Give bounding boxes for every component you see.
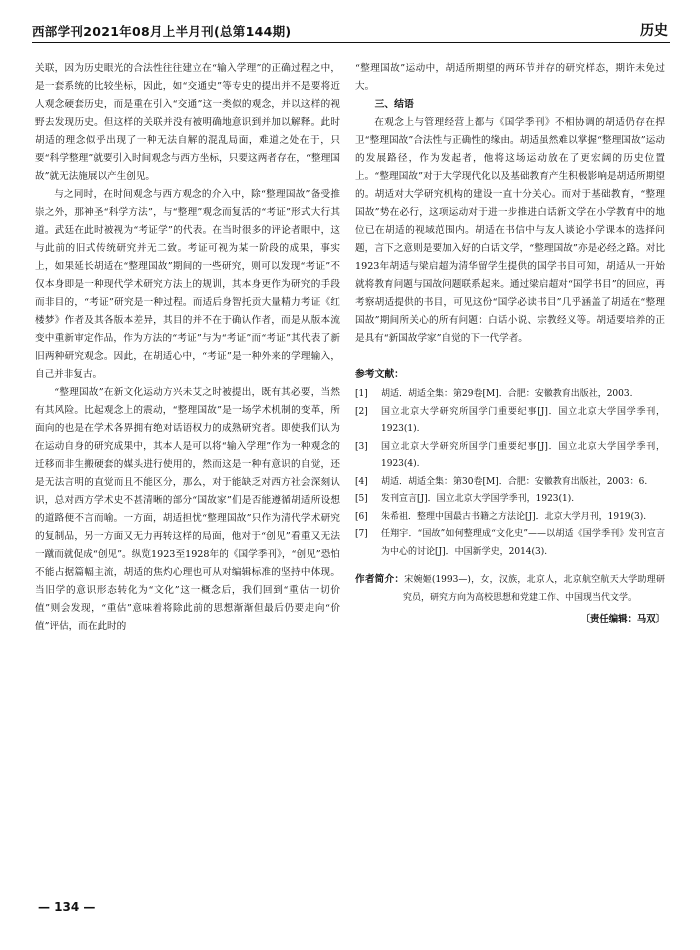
reference-text: 胡适．胡适全集：第30卷[M]．合肥：安徽教育出版社，2003：6. <box>381 476 648 487</box>
reference-number: [3] <box>355 441 368 452</box>
section-heading: 三、结语 <box>374 99 414 110</box>
reference-text: 朱希祖．整理中国最古书籍之方法论[J]．北京大学月刊，1919(3). <box>381 511 647 522</box>
journal-title: 西部学刊2021年08月上半月刊(总第144期) <box>32 24 292 39</box>
header-rule <box>32 42 670 43</box>
reference-item <box>355 386 665 404</box>
author-bio <box>355 571 665 607</box>
reference-item <box>355 404 665 439</box>
reference-number: [6] <box>355 511 368 522</box>
right-column <box>355 60 665 629</box>
reference-number: [4] <box>355 476 368 487</box>
references-list <box>355 386 665 561</box>
paragraph-continuation: “整理国故”运动中，胡适所期望的两环节并存的研究样态，期许未免过大。 <box>355 63 665 92</box>
left-column <box>35 60 340 636</box>
reference-text: 任翔宇．“国故”如何整理成“文化史”——以胡适《国学季刊》发刊宣言为中心的讨论[J]．中国新学史，2014(3). <box>381 529 665 557</box>
reference-item <box>355 491 665 509</box>
references-title: 参考文献： <box>355 369 404 380</box>
author-bio-text: 宋婉姬(1993—)，女，汉族，北京人，北京航空航天大学助理研究员，研究方向为高校思想和党建工作、中国现当代文学。 <box>403 575 666 603</box>
page-header <box>32 18 670 46</box>
reference-item <box>355 526 665 561</box>
page-number: — 134 — <box>38 900 96 914</box>
reference-text: 胡适．胡适全集：第29卷[M]．合肥：安徽教育出版社，2003. <box>381 389 633 399</box>
reference-text: 国立北京大学研究所国学门重要纪事[J]．国立北京大学国学季刊，1923(1). <box>381 406 665 434</box>
reference-number: [7] <box>355 529 368 539</box>
reference-item <box>355 509 665 527</box>
reference-number: [2] <box>355 406 368 417</box>
paragraph: 与之同时，在时间观念与西方观念的介入中，除“整理国故”备受推崇之外，那神圣“科学方法”，与“整理”观念而复活的“考证”形式大行其道。武廷在此时被视为“考证学”的代表。在当时很多的评论者眼中，这与此前的旧式传统研究并无二致。考证可视为某一阶段的成果，事实上，如果延长胡适在“整理国故”期间的一些研究，则可以发现“考证”不仅本身即是一种现代学术研究方法上的规训，其本身更作为研究的手段而非目的，“考证”研究是一种过程。而适后身智托贡大量精力考证《红楼梦》作者及其各版本差异，其目的并不在于确认作者，而是从版本流变中重新审定作品，作为方法的“考证”与为“考证”而“考证”其代表了新旧两种研究观念。因此，在胡适心中，“考证”是一种外来的学理输入，自己并非复古。 <box>35 189 340 380</box>
author-bio-label: 作者简介： <box>355 574 405 585</box>
reference-text: 发刊宣言[J]．国立北京大学国学季刊，1923(1). <box>381 494 575 504</box>
paragraph: 在观念上与管理经营上都与《国学季刊》不相协调的胡适仍存在捍卫“整理国故”合法性与正确性的缘由。胡适虽然难以掌握“整理国故”运动的发展路径，作为发起者，他将这场运动放在了更宏阔的历史位置上。“整理国故”对于大学现代化以及基础教育产生积极影响是胡适所期望的。胡适对大学研究机构的建设一直十分关心。而对于基础教育，“整理国故”势在必行，这项运动对于进一步推进白话新文学在小学教育中的地位已在胡适的视域范围内。胡适在书信中与友人谈论小学课本的选择问题，言下之意则是要加入好的白话文学，“整理国故”亦是必经之路。对比1923年胡适与梁启超为清华留学生提供的国学书目可知，胡适从一开始就将教育问题与国故问题联系起来。通过梁启超对“国学书目”的回应，再考察胡适提供的书目，可见这份“国学必读书目”几乎涵盖了胡适在“整理国故”期间所关心的所有问题：白话小说、宗教经义等。胡适要培养的正是具有“新国故学家”自觉的下一代学者。 <box>355 117 665 344</box>
paragraph: 关联，因为历史眼光的合法性往往建立在“输入学理”的正确过程之中，是一套系统的比较坐标，因此，如“交通史”等专史的提出并不是要将近人观念硬套历史，而是重在引入“交通”这一类似的观念，并以这样的视野去发现历史。但这样的关联并没有被明确地意识到并加以解释。此时胡适的理念似乎出现了一种无法自解的混乱局面，难道之处在于，只要“科学整理”就要引入时间观念与西方坐标，只要这两者存在，“整理国故”就无法施展以产生创见。 <box>35 63 340 182</box>
reference-item <box>355 439 665 474</box>
responsible-editor: 〔责任编辑：马双〕 <box>580 614 665 625</box>
reference-number: [5] <box>355 494 368 504</box>
section-label: 历史 <box>640 23 668 39</box>
reference-number: [1] <box>355 389 368 399</box>
paragraph: “整理国故”在新文化运动方兴未艾之时被提出，既有其必要，当然有其风险。比起观念上的震动，“整理国故”是一场学术机制的变革，所面向的也是在学术各界拥有绝对话语权力的成熟研究者。即使我们认为在运动自身的研究成果中，其本人是可以将“输入学理”作为一种观念的迁移而非生搬硬套的媒头进行使用的，然而这是一种有意识的自觉，还是无法言明的直觉而且不能区分，那么，对于能缺乏对西方社会深刻认识，总对西方学术史不甚清晰的部分“国故家”们是否能遵循胡适所设想的道路便不言而喻。一方面，胡适担忧“整理国故”只作为清代学术研究的复制品，另一方面又无力再转这样的局面，他对于“创见”看重又无法一蹴而就促成“创见”。纵览1923至1928年的《国学季刊》，“创见”恐怕不能占据篇幅主流，胡适的焦灼心理也可从对编辑标准的坚持中体现。当旧学的意识形态转化为“文化”这一概念后，我们回到“重估一切价值”则会发现，“重估”意味着将除此前的思想渐渐但最后仍要走向“价值”评估，而在此时的 <box>35 387 340 632</box>
reference-text: 国立北京大学研究所国学门重要纪事[J]．国立北京大学国学季刊，1923(4). <box>381 441 665 469</box>
reference-item <box>355 474 665 492</box>
